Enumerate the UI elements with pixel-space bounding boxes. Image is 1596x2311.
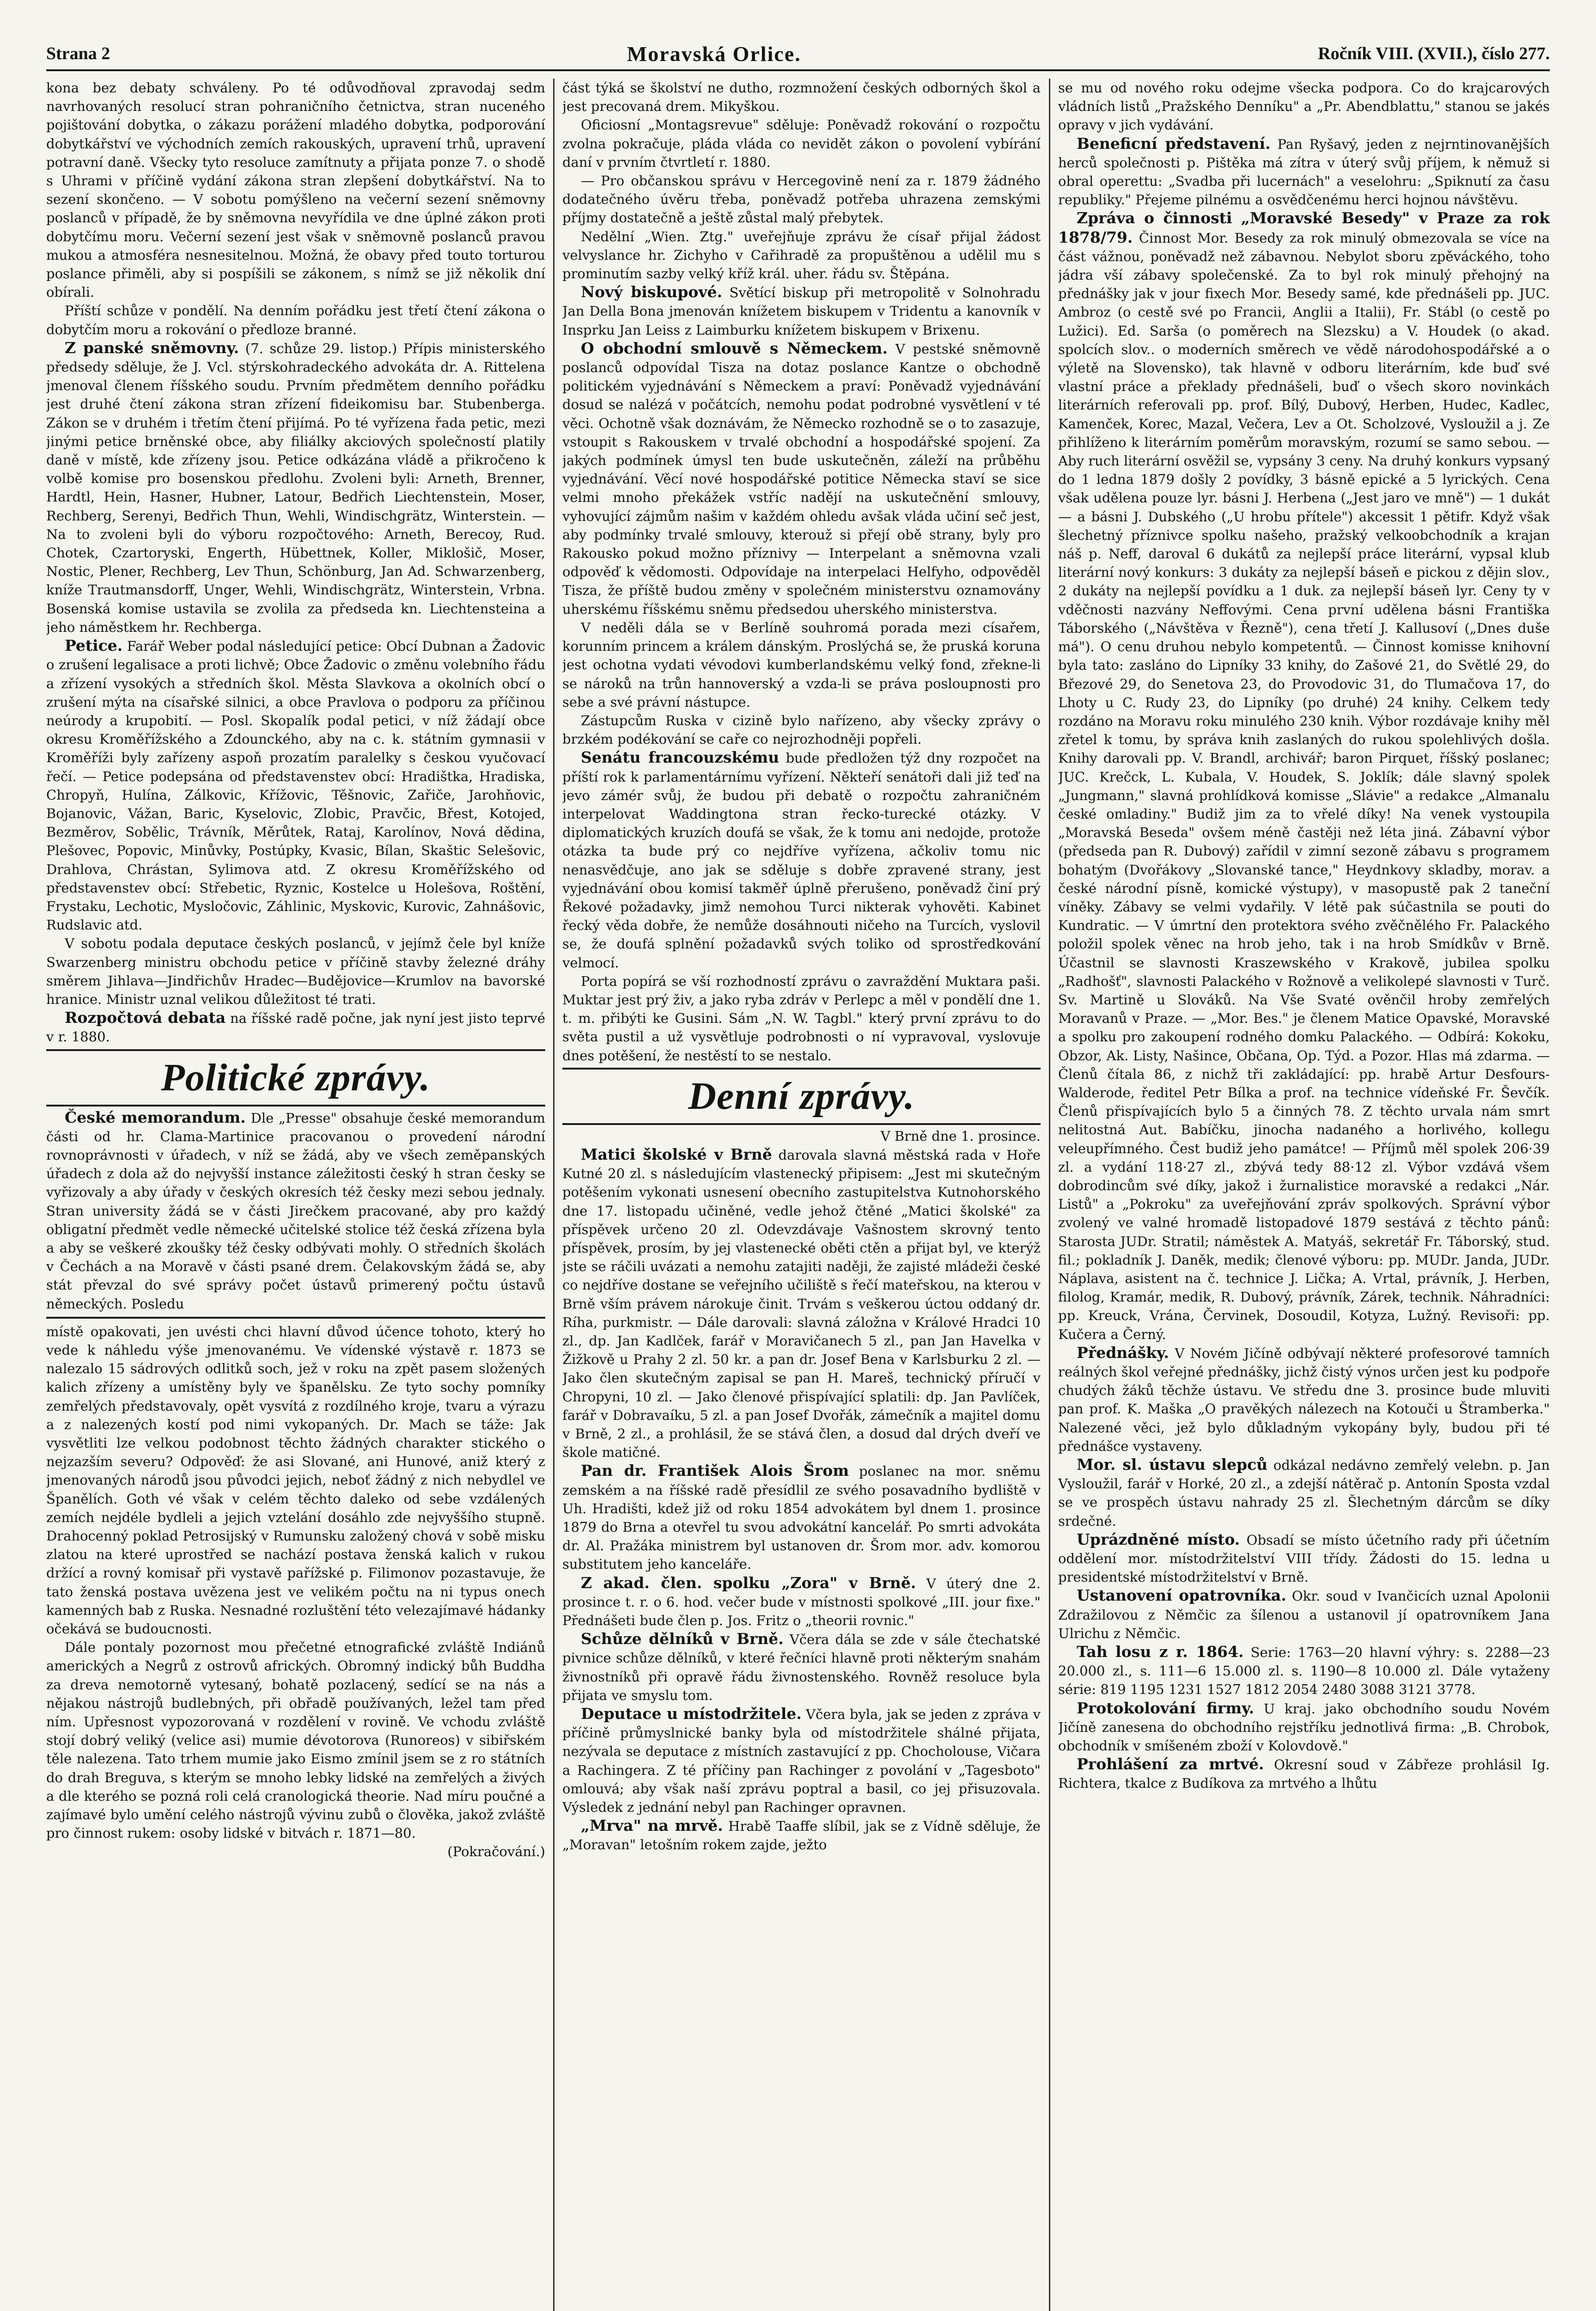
- article-body: Okr. soud v Ivančicích uznal Apolonii Zdražilovou z Němčic za šílenou a ustanovil jí opatrovníkem Jana Ulrichu z Němčic.: [1058, 1588, 1550, 1641]
- paragraph: Nedělní „Wien. Ztg." uveřejňuje zprávu že císař přijal žádost velvyslance hr. Zichyho v Cařihradě za propuštěnou a udělil mu s prominutím sazby velký kříž král. uher. řádu sv. Štěpána.: [562, 228, 1041, 282]
- article: [46, 1009, 545, 1046]
- paragraph: část týká se školství ne dutho, rozmnožení českých odborných škol a jest precovaná drem. Mikyškou.: [562, 80, 1041, 115]
- article: [46, 1108, 545, 1313]
- article-body: Serie: 1763—20 hlavní výhry: s. 2288—23 20.000 zl., s. 111—6 15.000 zl. s. 1190—8 10.000 zl. Dále vytaženy série: 819 1195 1231 1527 1812 2054 2480 3088 3121 3778.: [1058, 1645, 1550, 1698]
- article: [46, 339, 545, 636]
- article-heading: Nový biskupové.: [581, 283, 723, 301]
- paragraph: — Pro občanskou správu v Hercegovině není za r. 1879 žádného dodatečného úvěru třeba, poněvadž potřeba uhrazena zemskými příjmy dostatečně a ještě zůstal malý přebytek.: [562, 173, 1041, 226]
- article-heading: Zpráva o činnosti „Moravské Besedy" v Praze za rok 1878/79.: [1058, 209, 1550, 246]
- feuilleton-rule: [46, 1317, 545, 1319]
- article-heading: Ustanovení opatrovníka.: [1077, 1586, 1286, 1605]
- article-body: V úterý dne 2. prosince t. r. o 6. hod. večer bude v místnosti spolkové „III. jour fixe." Přednášeti bude člen p. Jos. Fritz o „theorii rovnic.": [562, 1575, 1041, 1629]
- article: [46, 636, 545, 934]
- paragraph: Příští schůze v pondělí. Na denním pořádku jest třetí čtení zákona o dobytčím moru a rokování o předloze branné.: [46, 303, 545, 337]
- issue-info: Ročník VIII. (XVII.), číslo 277.: [1318, 44, 1550, 63]
- article-body: Dle „Presse" obsahuje české memorandum části od hr. Clama-Martinice pracovanou o provedení národní rovnoprávnosti v úřadech, v níž se žádá, aby ve všech zeměpanských úřadech z dola až do nejvyšší instance záležitosti český h stran česky se vyřizovaly a aby úřady v českých okresích též česky mezi sebou jednaly. Stran university žádá se v části Jirečkem pracované, aby pro každý obligatní předmět vedle německé učitelské stolice též česká zřízena byla a aby se veškeré zkoušky též česky odbývati mohly. O středních školách v Čechách a na Moravě v části psané drem. Čelakovským žádá se, aby stát převzal do své správy počet ústavů primerený počtu ústavů německých. Posledu: [46, 1110, 545, 1312]
- continuation-note: (Pokračování.): [447, 1844, 545, 1860]
- article-body: V Novém Jičíně odbývají některé profesorové tamních reálných škol veřejné přednášky, jichž čistý výnos určen jest ku podpoře chudých žáků těchže ústavu. Ve středu dne 3. prosince bude mluviti pan prof. K. Maška „O pravěkých nálezech na Kotouči u Štramberka." Nalezené věci, jež bylo důkladným vykopány byly, budou při té přednášce vystaveny.: [1058, 1345, 1550, 1454]
- article-body: darovala slavná městská rada v Hoře Kutné 20 zl. s následujícím vlastenecký připisem: „Jest mi skutečným potěšením vykonati usnesení obecního zastupitelstva Kutnohorského dne 17. listopadu učiněné, vedle jehož čtěné „Matici školské" za příspěvek určeno 20 zl. Odevzdávaje Vašnostem skrovný tento příspěvek, prosím, by jej vlastenecké oběti ctěn a přijat byl, ve kterýž jste se ráčili uvázati a nemohu zatajiti naději, že zajisté mládeži české co nejdříve dostane se veřejního učiliště s řečí mateřskou, na kterou v Brně vším právem nárokuje činit. Trvám s veškerou úctou oddaný dr. Ríha, purkmistr. — Dále darovali: slavná záložna v Králové Hradci 10 zl., dp. Jan Kadlček, farář v Moravičanech 5 zl., pan Jan Havelka v Žižkově u Prahy 2 zl. 50 kr. a pan dr. Josef Bena v Karlsburku 2 zl. — Jako člen skutečným zapisal se pan H. Mareš, technický příručí v Chropyni, 10 zl. — Jako členové přispívající splatili: dp. Jan Pavlíček, farář v Dobravaíku, 5 zl. a pan Josef Dvořák, zámečník a majitel domu v Brně, 2 zl., a prohlásil, že se stává člen, a dosud dal drých dveří ve škole matičné.: [562, 1147, 1041, 1461]
- article-body: (7. schůze 29. listop.) Přípis ministerského předsedy sděluje, že J. Vcl. stýrskohradeckého advokáta dr. A. Rittelena jmenoval členem říšského soudu. Prvním předmětem denního pořádku jest druhé čtení zákona stran zřízení fideikomisu bar. Stubenberga. Zákon se v druhém i třetím čtení přijímá. Po té vyřízena řada petic, mezi jinými petice brněnské obce, aby filiálky akciových společností platily daně v místě, kde zřízeny jsou. Petice odkázána vládě a přikročeno k volbě komise pro bosenskou předlohu. Zvoleni byli: Arneth, Brenner, Hardtl, Hein, Hasner, Hubner, Latour, Bedřich Liechtenstein, Moser, Rechberg, Serenyi, Bedřich Thun, Wehli, Windischgrätz, Winterstein. — Na to zvoleni byli do výboru rozpočtového: Arneth, Berecoy, Rud. Chotek, Czartoryski, Engerth, Hübettnek, Koller, Miklošič, Moser, Nostic, Plener, Rechberg, Lev Thun, Schönburg, Jan Ad. Schwarzenberg, kníže Trautmansdorff, Unger, Wehli, Windischgrätz, Winterstein, Vrbna. Bosenská komise ustavila se zvolila za předseda kn. Liechtensteina a jeho náměstkem hr. Rechberga.: [46, 340, 545, 635]
- article-heading: Deputace u místodržitele.: [581, 1705, 802, 1723]
- article: [562, 1705, 1041, 1816]
- article-heading: České memorandum.: [65, 1108, 246, 1126]
- article-heading: Matici školské v Brně: [581, 1145, 772, 1163]
- article: [1058, 1699, 1550, 1755]
- article-heading: Uprázdněné místo.: [1077, 1530, 1240, 1548]
- article-body: Včera byla, jak se jeden z zpráva v příčině průmyslnické banky byla od místodržitele shálné přijata, nezývala se deputace z místních zastavující z pp. Chocholouse, Vičara a Rachingera. Z té příčiny pan Rachinger z povolání v „Tagesboto" omlouvá; aby však naší zprávu poptral a basil, co jej přisuzovala. Výsledek z jednání nebyl pan Rachinger opravnen.: [562, 1706, 1041, 1816]
- paragraph: Oficiosní „Montagsrevue" sděluje: Poněvadž rokování o rozpočtu zvolna pokračuje, pláda vláda co nevidět zákon o povolení vybírání daní v prvním čtvrtletí r. 1880.: [562, 117, 1041, 170]
- article: [562, 1816, 1041, 1854]
- article-body: Činnost Mor. Besedy za rok minulý obmezovala se více na část vážnou, poněvadž než zábavnou. Nebylot sboru zpěváckého, toho jádra vší zábavy společenské. Za to byl rok minulý přehojný na přednášky jak v jour fixech Mor. Besedy samé, kde přednášeli pp. JUC. Ambroz (o cestě své po Francii, Anglii a Italii), Fr. Stábl (o cestě po Lužici). Ed. Sarša (o poměrech na Slezsku) a V. Houdek (o akad. spolcích slov.. o moderních směrech ve vědě národohospodářské a o výletě na Slovensko), tak hlavně v odboru literárním, kde buď své vlastní práce a překlady přednášeli, buď o všech skoro novinkách literárních referovali pp. prof. Bílý, Dubový, Herben, Hudec, Kadlec, Kamenček, Korec, Mazal, Večera, Lev a Ot. Scholzové, Vysloužil a j. Ze přihlíženo k literárním poměrům moravským, rozumí se samo sebou. — Aby ruch literární osvěžil se, vypsány 3 ceny. Na druhý konkurs vypsaný do 1 ledna 1879 došly 2 povídky, 3 básně epické a 5 lyrických. Cena však udělena pouze lyr. básni J. Herbena („Jest jaro ve mně") — 1 dukát — a básni J. Dubského („U hrobu přítele") akcessit 1 pětifr. Když však šlechetný příznivce spolku našeho, pražský velkoobchodník a krajan náš p. Neff, daroval 6 dukátů za nejlepší práce literární, vypsal klub literární nový konkurs: 3 dukáty za nejlepší báseň e pickou z dějin slov., 2 dukáty na nejlepší povídku a 1 duk. za nejlepší báseň lyr. Ceny ty v vděčnosti nazvány Neffovými. Cena první udělena básni Františka Táborského („Návštěva v Řezně"), cena třetí J. Kallusoví („Dnes duše má"). O cenu druhou nebylo kompetentů. — Činnost komisse knihovní byla tato: zasláno do Lipníky 33 knihy, do Zašové 21, do Světlé 29, do Březové 29, do Senetova 23, do Provodovic 31, do Tlumačova 17, do Lhoty u C. Rudy 23, do Lipníky (po druhé) 24 knihy. Celkem tedy rozdáno na Moravu roku minulého 230 knih. Výbor rozdávaje knihy měl zřetel k tomu, by správa knih zaslaných do rukou spolehlivých došla. Knihy darovali pp. V. Brandl, archivář; baron Pirquet, říšský poslanec; JUC. Krečck, L. Kubala, V. Houdek, S. Joklík; dále slavný spolek „Jungmann," slavná prohlídková komisse „Slávie" a redakce „Almanalu české omladiny." Budiž jim za to vřelé díky! Na venek vystoupila „Moravská Beseda" ovšem méně častěji než léta jiná. Zábavní výbor (předseda pan R. Dubový) zařídil v zimní sezoně zábavu s programem bohatým (Dvořákovy „Slovanské tance," Heydnkovy skladby, morav. a české národní písně, komické výstupy), v masopustě pak 2 taneční víněky. Zábavy se velmi vydařily. V létě pak súčastnila se pouti do Kundratic. — V úmrtní den protektora svého zvěčnělého Fr. Palackého položil spolek věnec na hrob jeho, tak i na hrob Smídkův v Brně. Účastnil se slavnosti Kraszewského v Krakově, jubilea spolku „Radhošť", slavnosti Palackého v Rožnově a velikolepé slavnosti v Turč. Sv. Martině u Slováků. Na Vše Svaté ověnčil hroby zemřelých Moravanů v Praze. — „Mor. Bes." je členem Matice Opavské, Moravské a spolku pro zakoupení rodného domku Palackého. — Odbírá: Kokoku, Obzor, Ak. Listy, Našince, Občana, Op. Týd. a Pozor. Hlas má zdarma. — Členů čítala 86, z nichž tři zakládající: pp. hrabě Artur Desfours-Walderode, ředitel Petr Bílka a prof. na technice vídeňské Fr. Ševčík. Členů přispívajících bylo 5 a činných 78. Z těchto urvala nám smrt nelitostná Aut. Babíčku, jinocha nadaného a horlivého, kollegu veleupřímného. Čest budiž jeho památce! — Příjmů měl spolek 206·39 zl. a vydání 118·27 zl., zbývá tedy 88·12 zl. Výbor vzdává všem dobrodincům své díky, jakož i žurnalistice moravské a redakci „Nár. Listů" a „Pokroku" za uveřejňování zpráv spolkových. Správní výbor zvolený ve valné hromadě listopadové 1879 sestává z těchto pánů: Starosta JUDr. Stratil; náměstek A. Matyáš, sekretář Fr. Táborský, stud. fil.; pokladník J. Daněk, medik; členové výboru: pp. MUDr. Janda, JUDr. Náplava, asistent na č. technice J. Lička; A. Vrtal, právník, J. Herben, filolog, Kramár, medik, R. Dubový, právník, Zárek, technik. Náhradníci: pp. Kreuck, Vrána, Červinek, Dosoudil, Kotyza, Lužný. Revisoři: pp. Kučera a Černý.: [1058, 230, 1550, 1342]
- article-body: Farář Weber podal následující petice: Obcí Dubnan a Žadovic o zrušení legalisace a proti lichvě; Obce Žadovic o změnu volebního řádu a zřízení vysokých a středních škol. Města Slavkova a okolních obcí o zrušení mýta na císařské silnici, a obce Pravlova o podporu za příčinou neúrody a krupobití. — Posl. Skopalík podal petici, v níž žádají obce okresu Kroměřížského a Zdounckého, aby na c. k. státním gymnasii v Kroměříži byly zařízeny aspoň prozatím paralelky s českou vyučovací řečí. — Petice podepsána od představenstev obcí: Hradištka, Hradiska, Chropyň, Hulína, Zálkovic, Křížovic, Těšnovic, Zařiče, Jarohňovic, Bojanovic, Vážan, Baric, Kyselovic, Zlobic, Pravčic, Břest, Kotojed, Bezměrov, Sobělic, Trávník, Měrůtek, Rataj, Karolínov, Nová dědina, Plešovec, Popovic, Minůvky, Postúpky, Kvasic, Bílan, Skaštic Selešovic, Drahlova, Chrástan, Sylimova atd. Z okresu Kroměřížského od představenstev obcí: Střebetic, Ryznic, Kostelce u Holešova, Roštění, Frystaku, Lechotic, Mysločovic, Záhlinic, Myskovic, Kurovic, Zahnášovic, Rudslavic atd.: [46, 638, 545, 933]
- article-body: U kraj. jako obchodního soudu Novém Jičíně zanesena do obchodního rejstříku jednotlivá firma: „B. Chrobok, obchodník v smíšeném zboží v Kolovdově.": [1058, 1700, 1550, 1754]
- masthead: Moravská Orlice.: [627, 42, 801, 66]
- header-rule: [46, 69, 1550, 71]
- article: [1058, 135, 1550, 209]
- section-header: [562, 1068, 1041, 1125]
- article-heading: Tah losu z r. 1864.: [1077, 1643, 1244, 1661]
- article-heading: Senátu francouzskému: [581, 748, 780, 767]
- article-heading: O obchodní smlouvě s Německem.: [581, 339, 888, 357]
- article: [1058, 209, 1550, 1343]
- article-body: poslanec na mor. sněmu zemském a na říšské radě přesídlil ze svého posavadního bydliště v Uh. Hradišti, kdež již od roku 1854 advokátem byl dnem 1. prosince 1879 do Brna a otevřel tu svou advokátní kancelář. Po smrti advokáta dr. Al. Pražáka ministrem byl ustanoven dr. Šrom mor. adv. komorou substitutem jeho kanceláře.: [562, 1463, 1041, 1572]
- article-body: Obsadí se místo účetního rady při účetním oddělení mor. místodržitelství VIII třídy. Žádosti do 15. ledna u presidentské místodržitelství v Brně.: [1058, 1532, 1550, 1585]
- paragraph: V sobotu podala deputace českých poslanců, v jejímž čele byl kníže Swarzenberg ministru obchodu petice v příčině stavby železné dráhy směrem Jihlava—Jindřichův Hradec—Budějovice—Krumlov na bavorské hranice. Ministr uznal velikou důležitost té trati.: [46, 935, 545, 1007]
- article-body: Hrabě Taaffe slíbil, jak se z Vídně sděluje, že „Moravan" letošním rokem zajde, ježto: [562, 1818, 1041, 1853]
- paragraph: se mu od nového roku odejme všecka podpora. Co do krajcarových vládních listů „Pražského Denníku" a „Pr. Abendblattu," stanou se jakés opravy v jich vydávání.: [1058, 80, 1550, 133]
- article-heading: Rozpočtová debata: [65, 1009, 226, 1027]
- article: [1058, 1455, 1550, 1530]
- article-body: Včera dála se zde v sále čtechatské pivnice schůze dělníků, v které řečníci hlavně proti některým snahám živnostníků při opravě řádu živnostenského. Rovněž resoluce byla přijata ve smyslu tom.: [562, 1632, 1041, 1703]
- article-body: bude předložen týž dny rozpočet na příští rok k parlamentárnímu vyřízení. Někteří senátoři dali již teď na jevo zámér svůj, že budou při debatě o rozpočtu zahraničném interpelovat Waddingtona stran řecko-turecké otázky. V diplomatických kruzích doufá se však, že k tomu ani nedojde, protože otázka ta bude prý co nejdříve vyřízena, ačkoliv tomu nic nenasvědčuje, ano jak se sděluje s dobře zpravené strany, jest vyjednávání obou komisí takměř úplně přerušeno, poněvadž činí prý Řekové požadavky, jimž nemohou Turci nikterak vyhověti. Kabinet řecký věda dobře, že nemůže dosáhnouti ničeho na Turcích, vyslovil se, že doufá splnění požadavků svých toliko od sprostředkování velmocí.: [562, 750, 1041, 971]
- article: [562, 1461, 1041, 1573]
- paragraph: kona bez debaty schváleny. Po té odůvodňoval zpravodaj sedm navrhovaných resolucí stran pohraničního četnictva, stran nuceného pojištování dobytka, o zákazu porážení mladého dobytka, podporování dobytkářství ve východních zemích rakouských, upravení trhů, upravení potravní daně. Všecky tyto resoluce zamítnuty a přijata ponze 7. o shodě s Uhrami v příčině vydání zákona stran zlepšení dobytkářství. Na to sezení skončeno. — V sobotu pomýšleno na večerní sezení sněmovny poslanců v případě, že by sněmovna nevyřídila ve dne úplné zákon proti dobytčímu moru. Večerní sezení jest však v sněmovně poslanců pravou mukou a atmosféra nesnesitelnou. Možná, že obavy před touto torturou poslance přiměli, aby si pospíšili se zákonem, s nímž se již několik dní obírali.: [46, 80, 545, 300]
- column-rule-1: [553, 79, 554, 2311]
- column-1: [46, 79, 545, 2311]
- paragraph: Zástupcům Ruska v cizině bylo nařízeno, aby všecky zprávy o brzkém podékování se caře co nejrozhodněji popřeli.: [562, 712, 1041, 747]
- page-number: Strana 2: [46, 44, 110, 63]
- page-header: [46, 40, 1550, 67]
- article-heading: Beneficní představení.: [1077, 134, 1271, 153]
- article-heading: „Mrva" na mrvě.: [581, 1816, 723, 1835]
- article: [562, 1145, 1041, 1461]
- dateline: V Brně dne 1. prosince.: [880, 1128, 1041, 1144]
- article: [1058, 1530, 1550, 1587]
- article-body: V pestské sněmovně poslanců odpovídal Tisza na dotaz poslance Kantze o obchodně politickém vyjednávání s Německem a praví: Poněvadž vyjednávání dosud se nalézá v počátcích, nemohu podat podrobné vysvětlení v té věci. Ochotně však doznávám, že Německo rozhodně se o to zasazuje, vstoupit s Rakouskem v trvalé obchodní a hospodářské spojení. Za jakých podmínek úmysl ten bude uskutečněn, záleží na průběhu vyjednávání. Věcí nové hospodářské potitice Německa staví se sice velmi mnoho překážek vstříc nadějí na uskutečnění smlouvy, vyhovující zájmům našim v každém ohledu avšak vláda učiní seč jest, aby podmínky trvalé smlouvy, kterouž si přejí obě strany, byly pro Rakousko pokud možno příznivy — Interpelant a sněmovna vzali odpověď k vědomosti. Odpovídaje na interpelaci Helfyho, odpověděl Tisza, že příště budou změny v společném ministerstvu oznamovány uherskému říšskému sněmu předsedou uherského ministerstva.: [562, 341, 1041, 617]
- article-heading: Z akad. člen. spolku „Zora" v Brně.: [581, 1573, 916, 1592]
- article-heading: Přednášky.: [1077, 1343, 1169, 1362]
- article-heading: Prohlášení za mrtvé.: [1077, 1755, 1264, 1773]
- section-header: [46, 1049, 545, 1107]
- article-heading: Pan dr. František Alois Šrom: [581, 1461, 849, 1480]
- article: [1058, 1344, 1550, 1455]
- article: [562, 1574, 1041, 1630]
- article-heading: Schůze dělníků v Brně.: [581, 1630, 784, 1648]
- article: [562, 339, 1041, 618]
- paragraph: V neděli dála se v Berlíně souhromá porada mezi císařem, korunním princem a králem dánským. Proslýchá se, že pruská koruna jest ochotna vydati vévodovi kumberlandskému velký fond, zřekne-li se nároků na trůn hannoverský a vzda-li se práva posloupnosti pro sebe a své právní nástupce.: [562, 619, 1041, 710]
- feuilleton-paragraph: místě opakovati, jen uvésti chci hlavní důvod účence tohoto, který ho vede k náhledu výše jmenovanému. Ve vídenské výstavě r. 1873 se nalezalo 15 sádrových odlitků soch, jež v roku na zpět pasem složených kalich zřízeny a umístěny byly ve španělsku. Ze tyto sochy pomníky zemřelých představovaly, opět vysvítá z rozdílného kroje, tvaru a výrazu a z nalezených kostí pod nimi vykopaných. Dr. Mach se táže: Jak vysvětliti lze velkou podobnost těchto žádných charakter stického o nejzazším severu? Odpověď: že asi Slované, ani Hunové, aniž který z jmenovaných národů jsou původci jejich, neboť žádný z nich nebydlel ve Španělích. Goth vé však v celém těchto daleko od sebe vzdálených zemích nejdéle bydleli a jejich vztelání dosáhlo zde nejvyššího stupně. Drahocenný poklad Petrosijský v Rumunsku založený chová v sobě misku zlatou na které uprostřed se nachází postava ženská kalich v rukou držící a rovný komisař při vystavě pařížské p. Filimonov pozastavuje, že tato ženská postava uvězena jest ve velikém počtu na ni typus onech kamenných bab z Ruska. Nesnadné rozluštění této velezajímavé hádanky očekává se budoucnosti.: [46, 1323, 545, 1637]
- article: [562, 1630, 1041, 1705]
- article: [562, 283, 1041, 339]
- article-heading: Protokolování firmy.: [1077, 1699, 1255, 1717]
- paragraph: Porta popírá se vší rozhodností zprávu o zavraždění Muktara paši. Muktar jest prý živ, a jako ryba zdráv v Perlepc a měl v pondělí dne 1. t. m. přibýti ke Gusini. Sám „N. W. Tagbl." který první zprávu to do světa pustil a už vysvětluje podrobnosti o ní vypravoval, vyslovuje dnes potěšení, že nestěstí to se nestalo.: [562, 973, 1041, 1064]
- column-rule-2: [1049, 79, 1050, 2311]
- article-body: Pan Ryšavý, jeden z nejrntinovanějších herců společnosti p. Pištěka má zítra v úterý svůj příjem, k němuž si obral operettu: „Svadba při lucernách" a veselohru: „Spiknutí za času republiky." Přejeme pilnému a osvědčenému herci hojnou návštěvu.: [1058, 136, 1550, 208]
- article-body: Okresní soud v Zábřeze prohlásil Ig. Richtera, tkalce z Budíkova za mrtvého a lhůtu: [1058, 1757, 1550, 1791]
- article: [1058, 1643, 1550, 1699]
- article-heading: Mor. sl. ústavu slepců: [1077, 1455, 1268, 1474]
- column-3: [1058, 79, 1550, 2311]
- article-body: na říšské radě počne, jak nyní jest jisto teprvé v r. 1880.: [46, 1010, 545, 1045]
- column-2: [562, 79, 1041, 2311]
- article: [1058, 1755, 1550, 1792]
- article-body: Světící biskup při metropolitě v Solnohradu Jan Della Bona jmenován knížetem biskupem v Tridentu a kanovník v Insprku Jan Leiss z Laimburku knížetem biskupem v Brixenu.: [562, 285, 1041, 338]
- article-body: odkázal nedávno zemřelý velebn. p. Jan Vysloužil, farář v Horké, 20 zl., a zdejší nátěrač p. Antonín Sposta vzdal se ve prospěch ústavu nahrady 25 zl. Šlechetným dárcům se díky srdečné.: [1058, 1457, 1550, 1529]
- article-heading: Petice.: [65, 636, 123, 655]
- article-heading: Z panské sněmovny.: [65, 338, 239, 357]
- section-title: Denní zprávy.: [688, 1074, 915, 1118]
- section-title: Politické zprávy.: [161, 1056, 431, 1099]
- article: [562, 748, 1041, 972]
- article: [1058, 1586, 1550, 1643]
- feuilleton-paragraph: Dále pontaly pozornost mou přečetné etnografické zvláště Indiánů amerických a Negrů z ostrovů afrických. Obromný indický bůh Buddha za dreva nemotorně vytesaný, bohatě pozlacený, sedící se na nás a nějakou nástrojů budlebných, při obřadě používaných, ležel tam před ním. Upřesnost vypozorovaná v rozdělení v rovině. Ve vchodu zvláště stojí dobrý veliký (velice asi) mumie dévotorova (Runoreos) v sibiřském těle nalezena. Tato trhem mumie jako Eismo zmínil jsem se z ro státních do drah Breguva, s kterým se mnoho lebky lidské na zemřelých a živých a dle kterého se pozná roli celá cranologická theorie. Nad míru poučné a zajímavé bylo umění celého nástrojů vývinu zubů o člověka, jakož zvláště pro činnost rukem: osoby lidské v bitvách r. 1871—80.: [46, 1639, 545, 1841]
